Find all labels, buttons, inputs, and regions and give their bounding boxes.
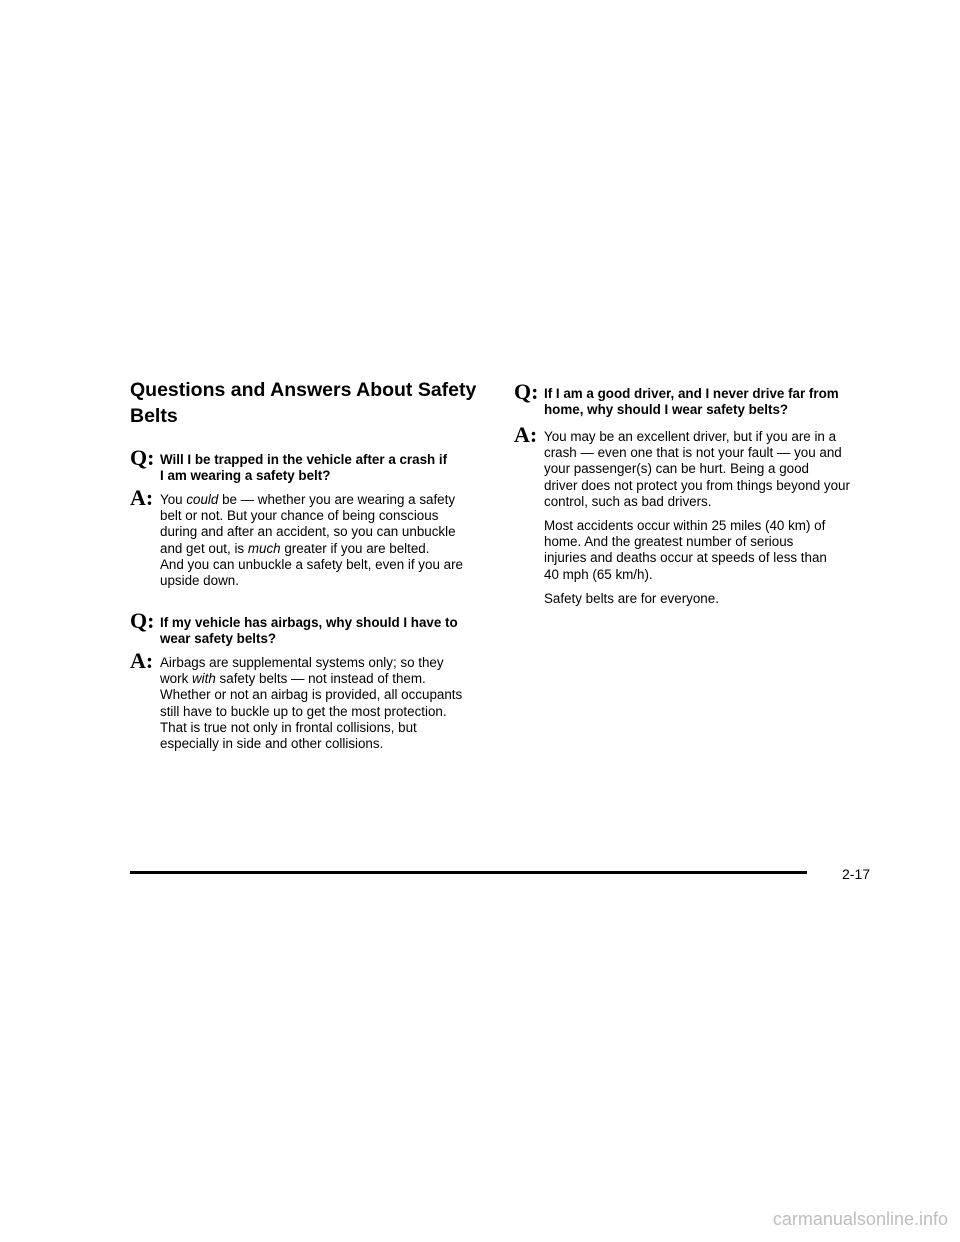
- answer-text: [544, 424, 894, 607]
- answer-mark-label: A:: [130, 485, 154, 510]
- answer-mark-label: A:: [514, 422, 538, 447]
- question-mark-label: Q:: [514, 379, 539, 404]
- answer-block-3: [514, 424, 894, 615]
- answer-line: upside down.: [160, 573, 239, 589]
- answer-line: Whether or not an airbag is provided, all occupants: [160, 687, 463, 703]
- answer-line: You may be an excellent driver, but if you are in a: [544, 429, 837, 444]
- answer-line: Most accidents occur within 25 miles (40 km) of: [544, 518, 826, 534]
- qa-block-3: [514, 381, 894, 418]
- question-line: wear safety belts?: [160, 631, 277, 646]
- answer-line: injuries and deaths occur at speeds of less than: [544, 550, 827, 566]
- section-title: Questions and Answers About Safety Belts: [130, 379, 477, 427]
- answer-line: during and after an accident, so you can unbuckle: [160, 524, 456, 540]
- answer-mark-label: A:: [130, 648, 154, 673]
- answer-paragraph: [544, 518, 894, 583]
- answer-line: That is true not only in frontal collisions, but: [160, 719, 417, 735]
- page-number: 2-17: [842, 866, 871, 882]
- answer-line: Safety belts are for everyone.: [544, 590, 719, 606]
- answer-block-2: [130, 650, 500, 752]
- question-line: Will I be trapped in the vehicle after a crash if: [160, 452, 448, 467]
- answer-line: still have to buckle up to get the most protection.: [160, 703, 447, 719]
- answer-line: and get out, is much greater if you are belted.: [160, 540, 430, 556]
- question-text: [544, 381, 894, 418]
- answer-paragraph: [544, 429, 894, 510]
- question-mark-label: Q:: [130, 608, 155, 633]
- question-line: home, why should I wear safety belts?: [544, 402, 789, 417]
- question-line: If I am a good driver, and I never drive far from: [544, 386, 839, 401]
- answer-line: your passenger(s) can be hurt. Being a good: [544, 461, 810, 477]
- question-line: I am wearing a safety belt?: [160, 468, 331, 483]
- answer-block-1: [130, 487, 500, 589]
- footer-rule: [130, 871, 807, 874]
- question-text: [160, 447, 500, 484]
- answer-line: driver does not protect you from things beyond your: [544, 477, 850, 493]
- answer-text: [160, 650, 500, 752]
- question-text: [160, 610, 500, 647]
- answer-line: home. And the greatest number of serious: [544, 534, 794, 550]
- answer-line: belt or not. But your chance of being conscious: [160, 508, 439, 524]
- answer-line: crash — even one that is not your fault — you and: [544, 445, 842, 461]
- answer-text: [160, 487, 500, 589]
- question-line: If my vehicle has airbags, why should I have to: [160, 615, 458, 630]
- answer-line: especially in side and other collisions.: [160, 736, 384, 752]
- answer-paragraph: [544, 591, 894, 607]
- qa-block-1: [130, 447, 500, 484]
- answer-line: You could be — whether you are wearing a safety: [160, 492, 456, 507]
- answer-line: control, such as bad drivers.: [544, 493, 712, 509]
- question-mark-label: Q:: [130, 445, 155, 470]
- answer-line: work with safety belts — not instead of them.: [160, 671, 426, 687]
- answer-line: 40 mph (65 km/h).: [544, 566, 653, 582]
- answer-line: Airbags are supplemental systems only; so they: [160, 655, 444, 670]
- answer-line: And you can unbuckle a safety belt, even if you are: [160, 556, 463, 572]
- watermark: carmanualsonline.info: [772, 1209, 948, 1229]
- qa-block-2: [130, 610, 500, 647]
